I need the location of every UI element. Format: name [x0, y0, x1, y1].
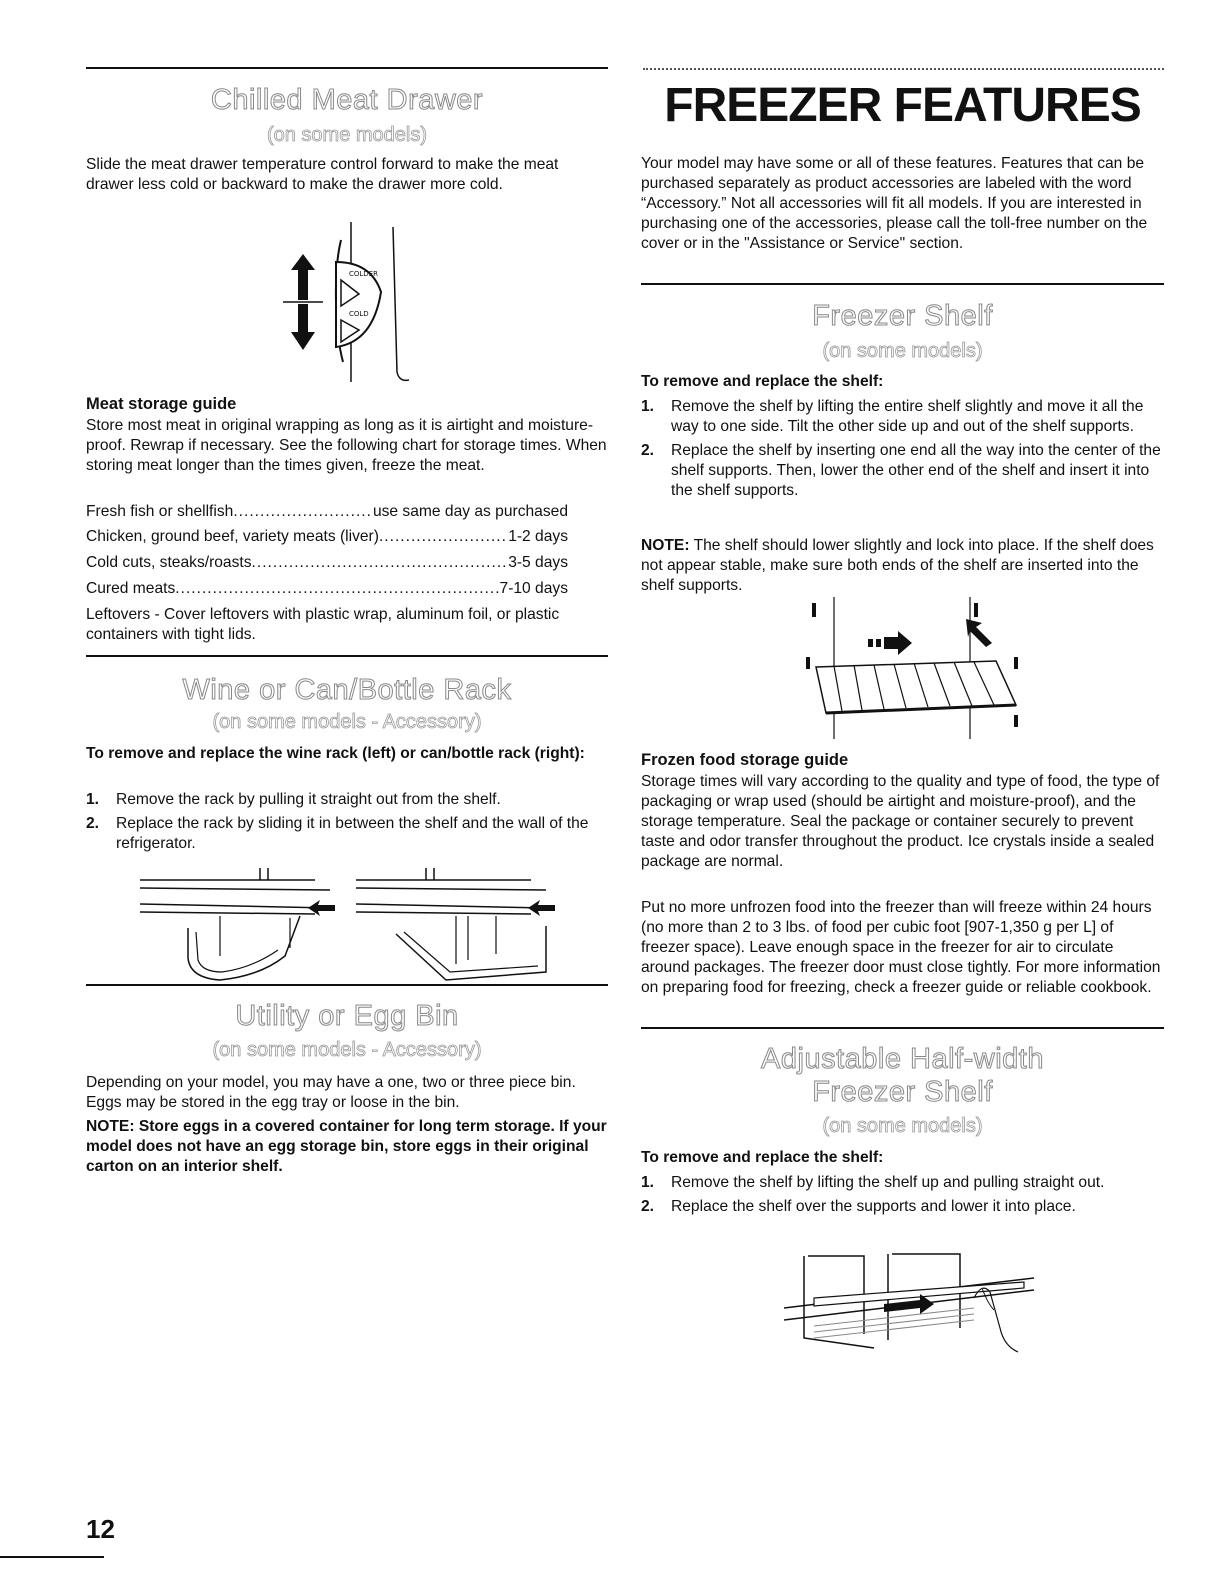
- page-number: 12: [86, 1514, 115, 1544]
- freezer-shelf-heading: To remove and replace the shelf:: [641, 373, 884, 390]
- utility-bin-subtitle: (on some models - Accessory): [212, 1039, 482, 1061]
- step-item: 1. Remove the rack by pulling it straight out from the shelf.: [86, 791, 501, 808]
- chart-item: Cured meats: [86, 580, 176, 597]
- half-width-shelf-illustration: [774, 1248, 1044, 1358]
- freezer-intro-text: Your model may have some or all of these features. Features that can be purchased separately as product accessories are labeled with the word “Accessory.” Not all accessories will fit all models. If you are interested in purchasing one of the accessories, please call the toll-free number on the cover or in the "Assistance or Service" section.: [641, 155, 1148, 252]
- freezer-shelf-note: NOTE: The shelf should lower slightly and lock into place. If the shelf does not appear stable, make sure both ends of the shelf are inserted into the shelf supports.: [641, 537, 1154, 594]
- chart-time: use same day as purchased: [372, 503, 568, 520]
- utility-bin-title: Utility or Egg Bin: [235, 1000, 459, 1032]
- meat-storage-guide-heading: Meat storage guide: [86, 395, 237, 413]
- chilled-intro-text: Slide the meat drawer temperature control forward to make the meat drawer less cold or backward to make the drawer more cold.: [86, 156, 559, 193]
- leftovers-text: Leftovers - Cover leftovers with plastic wrap, aluminum foil, or plastic containers with tight lids.: [86, 606, 560, 643]
- arrow-left-icon: [528, 900, 555, 916]
- freezer-shelf-title: Freezer Shelf: [812, 300, 993, 332]
- step-item: 2. Replace the shelf by inserting one end all the way into the center of the shelf supports. Then, lower the other end of the shelf and insert it into the shelf supports.: [641, 442, 1161, 499]
- wine-rack-subtitle: (on some models - Accessory): [212, 711, 482, 733]
- half-width-shelf-heading: To remove and replace the shelf:: [641, 1149, 884, 1166]
- meat-drawer-control-illustration: [281, 222, 421, 382]
- chart-time: 3-5 days: [508, 554, 568, 571]
- chart-time: 7-10 days: [499, 580, 568, 597]
- section-divider: [643, 68, 1164, 70]
- arrow-down-icon: [291, 304, 315, 350]
- step-item: 1. Remove the shelf by lifting the shelf up and pulling straight out.: [641, 1174, 1105, 1191]
- wine-rack-illustration: [140, 868, 340, 988]
- chart-row: [86, 553, 568, 573]
- utility-bin-note: NOTE: Store eggs in a covered container for long term storage. If your model does not have an egg storage bin, store eggs in their original carton on an interior shelf.: [86, 1118, 607, 1175]
- chart-row: [86, 579, 568, 599]
- chilled-meat-drawer-title: Chilled Meat Drawer: [210, 84, 484, 116]
- frozen-food-guide-heading: Frozen food storage guide: [641, 751, 849, 769]
- dial-label-colder: COLDER: [349, 270, 378, 278]
- utility-bin-text: Depending on your model, you may have a one, two or three piece bin. Eggs may be stored in the egg tray or loose in the bin.: [86, 1074, 576, 1111]
- chilled-meat-drawer-subtitle: (on some models): [266, 124, 428, 146]
- arrow-up-icon: [291, 254, 315, 300]
- half-width-shelf-title-2: Freezer Shelf: [812, 1076, 993, 1108]
- wine-rack-steps: [86, 790, 608, 858]
- freezer-shelf-illustration: [806, 597, 1026, 739]
- step-item: 2. Replace the shelf over the supports and lower it into place.: [641, 1198, 1076, 1215]
- frozen-food-guide-text-2: Put no more unfrozen food into the freezer than will freeze within 24 hours (no more than 2 to 3 lbs. of food per cubic foot [907-1,350 g per L] of freezer space). Leave enough space in the freezer for air to circulate around packages. The freezer door must close tightly. For more information on preparing food for freezing, check a freezer guide or reliable cookbook.: [641, 899, 1161, 996]
- section-divider: [86, 655, 608, 657]
- section-divider: [641, 1027, 1164, 1029]
- half-width-shelf-subtitle: (on some models): [822, 1115, 983, 1137]
- chart-row: [86, 527, 568, 547]
- frozen-food-guide-text: Storage times will vary according to the quality and type of food, the type of packaging or wrap used (should be airtight and moisture-proof), and the storage temperature. Seal the package or container securely to prevent taste and odor transfer throughout the product. Ice crystals inside a sealed package are normal.: [641, 773, 1160, 870]
- wine-rack-heading: To remove and replace the wine rack (left) or can/bottle rack (right):: [86, 745, 585, 762]
- half-width-shelf-title: Adjustable Half-width: [761, 1043, 1044, 1075]
- section-divider: [86, 984, 608, 986]
- wine-rack-title: Wine or Can/Bottle Rack: [182, 674, 512, 706]
- freezer-shelf-steps: [641, 397, 1164, 505]
- chart-row: [86, 502, 568, 522]
- footer-rule: [0, 1556, 104, 1558]
- half-width-shelf-steps: [641, 1173, 1164, 1221]
- chart-item: Cold cuts, steaks/roasts: [86, 554, 252, 571]
- chart-item: Fresh fish or shellfish: [86, 503, 234, 520]
- freezer-features-title: FREEZER FEATURES: [664, 79, 1141, 132]
- step-item: 1. Remove the shelf by lifting the entire shelf slightly and move it all the way to one side. Tilt the other side up and out of the shelf supports.: [641, 398, 1144, 435]
- hand-icon: [974, 1288, 1018, 1352]
- section-divider: [86, 67, 608, 69]
- chart-time: 1-2 days: [508, 528, 568, 545]
- meat-storage-guide-text: Store most meat in original wrapping as long as it is airtight and moisture-proof. Rewrap if necessary. See the following chart for storage times. When storing meat longer than the times given, freeze the meat.: [86, 417, 607, 474]
- dial-label-cold: COLD: [349, 310, 369, 318]
- can-bottle-rack-illustration: [356, 868, 556, 988]
- arrow-right-icon: [884, 631, 912, 655]
- section-divider: [641, 283, 1164, 285]
- freezer-shelf-subtitle: (on some models): [822, 340, 983, 362]
- chart-item: Chicken, ground beef, variety meats (liver): [86, 528, 379, 545]
- step-item: 2. Replace the rack by sliding it in between the shelf and the wall of the refrigerator.: [86, 815, 589, 852]
